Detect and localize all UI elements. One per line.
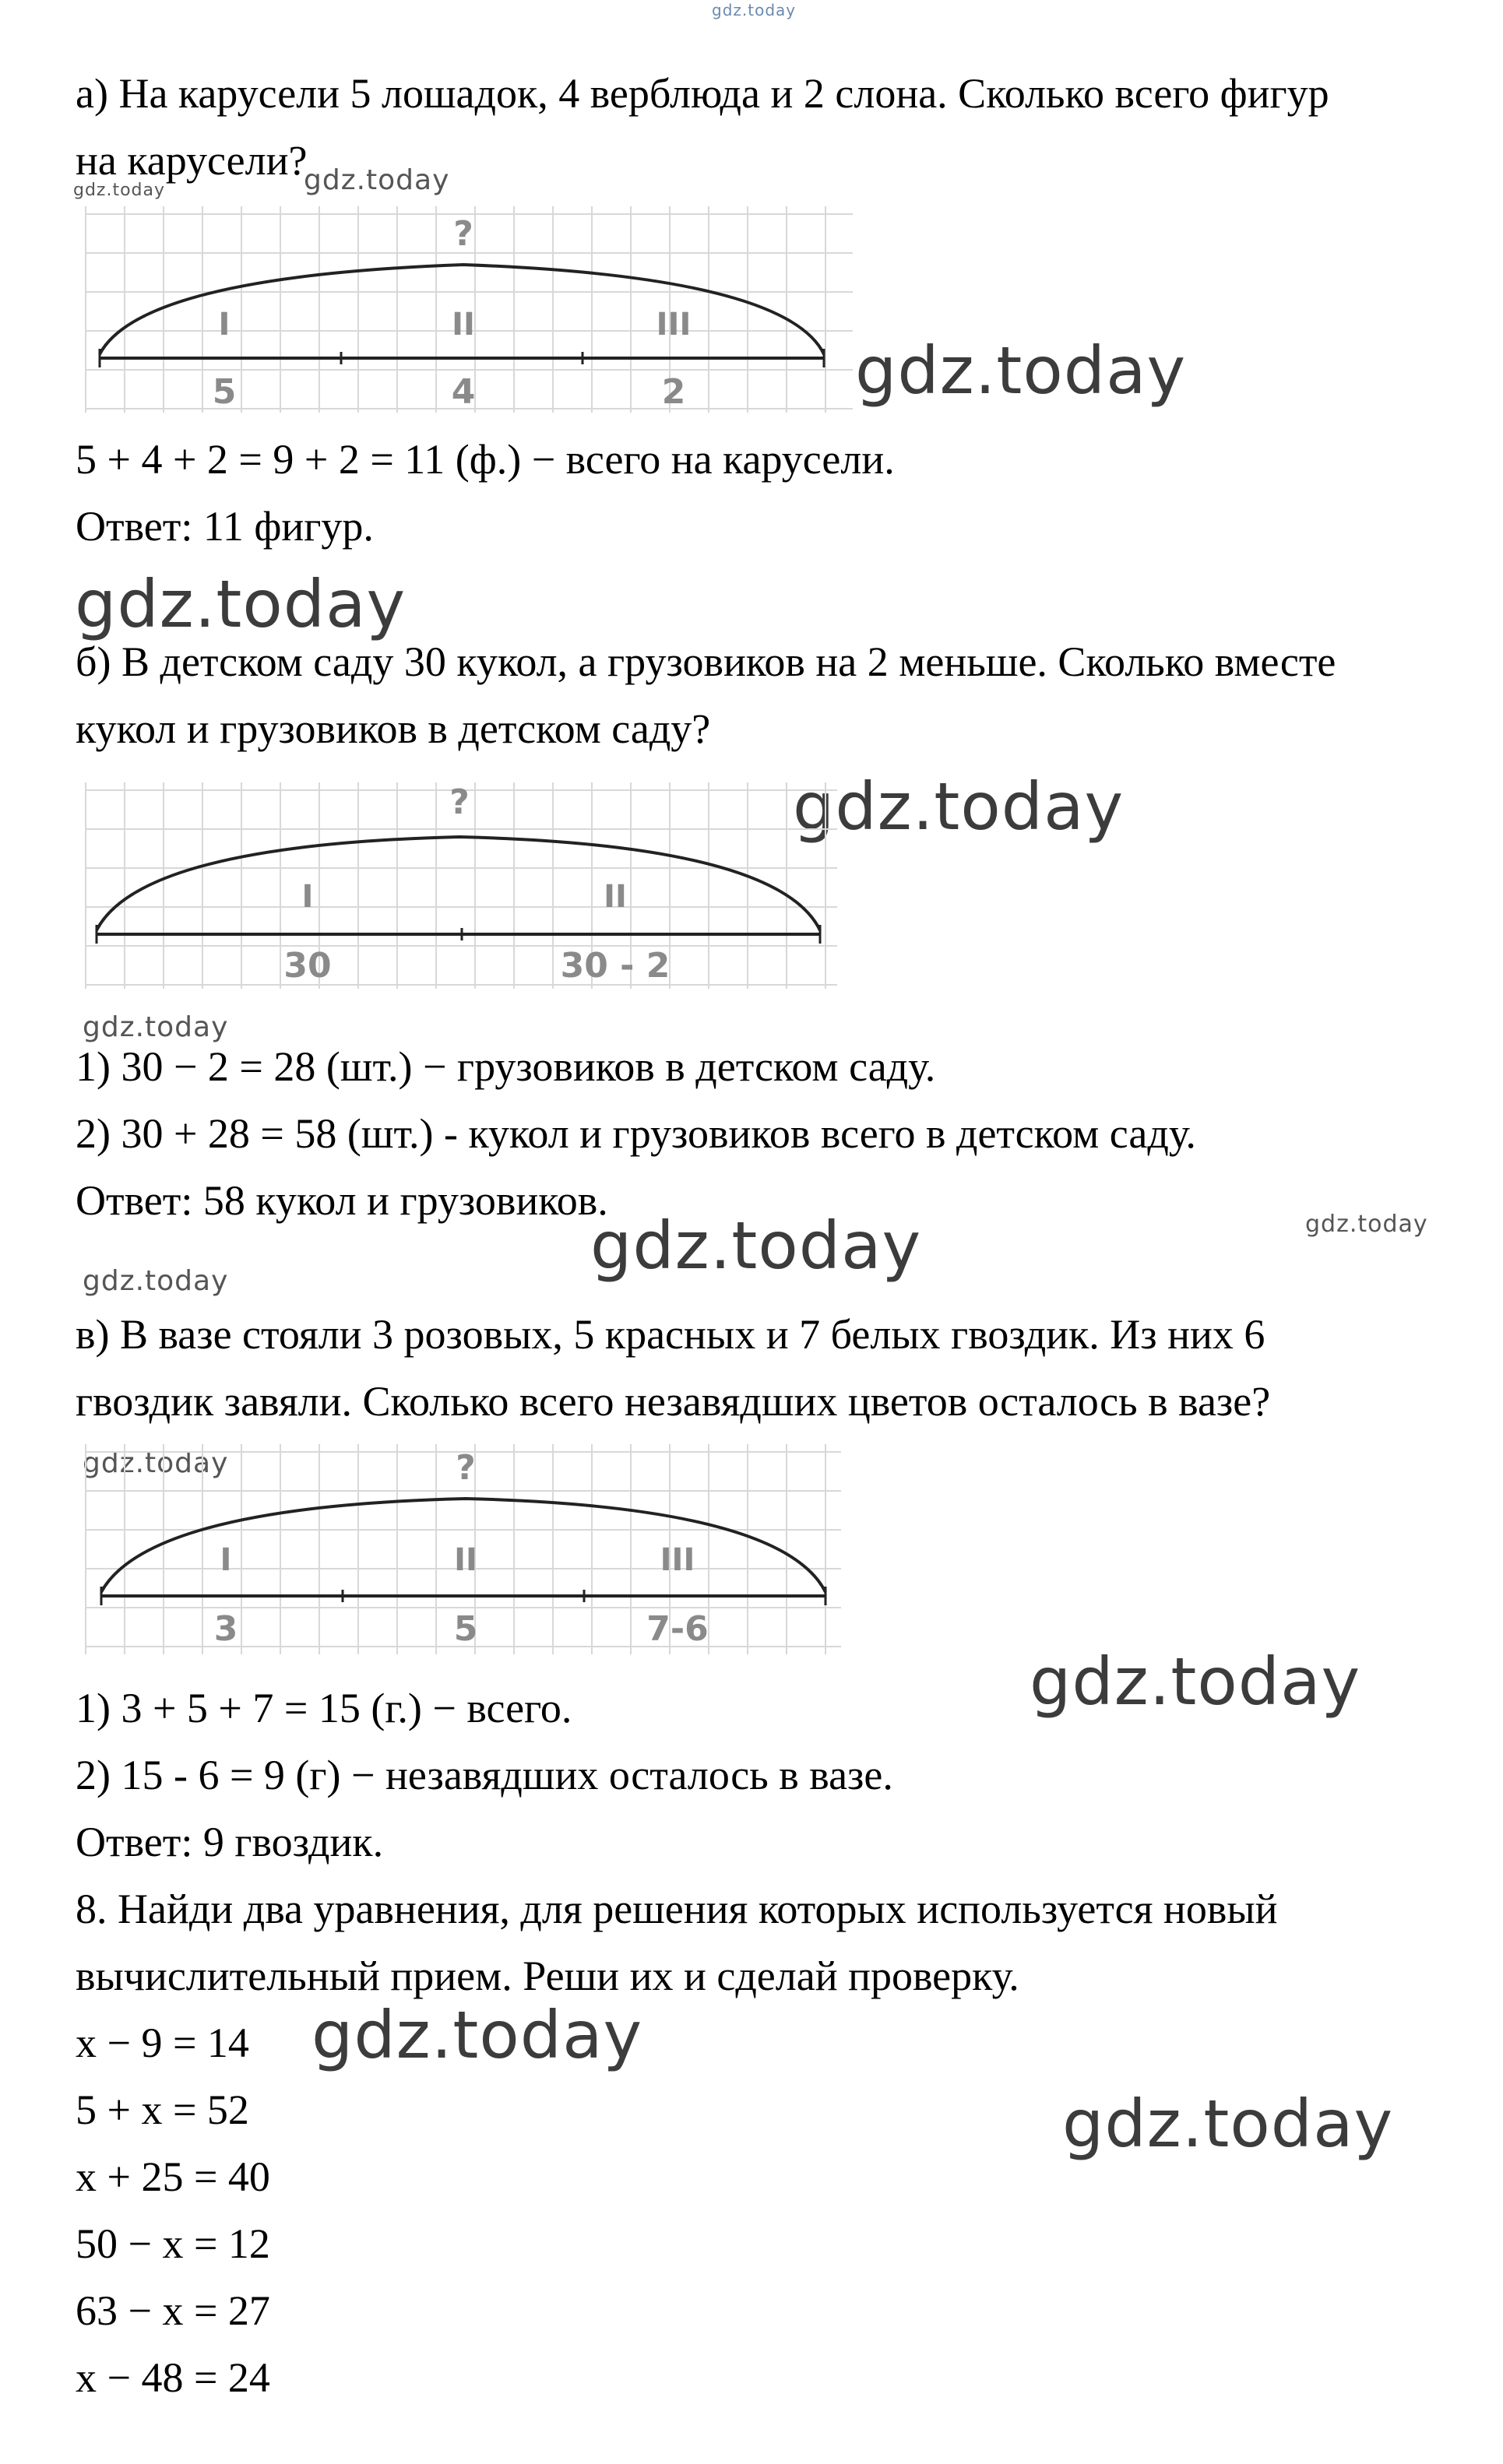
watermark-big: gdz.today (1062, 2086, 1394, 2162)
equation: x + 25 = 40 (76, 2153, 270, 2200)
watermark-big: gdz.today (855, 332, 1187, 409)
problem-a-solution: 5 + 4 + 2 = 9 + 2 = 11 (ф.) − всего на карусели. (76, 436, 895, 483)
part-label: I (218, 307, 231, 343)
watermark-big: gdz.today (793, 768, 1125, 845)
question-mark: ? (449, 782, 470, 822)
equation: x − 9 = 14 (76, 2019, 249, 2066)
part-label: I (220, 1542, 232, 1578)
segment-diagram-a (78, 199, 857, 417)
value-label: 5 (212, 372, 237, 412)
value-label: 30 - 2 (560, 946, 671, 986)
problem-c-text-line2: гвоздик завяли. Сколько всего незавядших цветов осталось в вазе? (76, 1378, 1271, 1425)
task-8-text-line2: вычислительный прием. Реши их и сделай проверку. (76, 1953, 1019, 1999)
problem-c-step2: 2) 15 - 6 = 9 (г) − незавядших осталось в вазе. (76, 1752, 893, 1798)
problem-a-answer: Ответ: 11 фигур. (76, 503, 374, 550)
watermark-mid: gdz.today (304, 164, 450, 196)
part-label: II (452, 307, 475, 343)
watermark-big: gdz.today (312, 1997, 643, 2073)
value-label: 30 (283, 946, 332, 986)
part-label: III (656, 307, 692, 343)
problem-b-text-line1: б) В детском саду 30 кукол, а грузовиков на 2 меньше. Сколько вместе (76, 638, 1336, 685)
part-label: II (454, 1542, 477, 1578)
part-label: II (604, 879, 627, 915)
problem-a-text-line1: а) На карусели 5 лошадок, 4 верблюда и 2 слона. Сколько всего фигур (76, 70, 1329, 117)
equation: 5 + x = 52 (76, 2086, 249, 2133)
value-label: 5 (453, 1609, 478, 1649)
problem-c-text-line1: в) В вазе стояли 3 розовых, 5 красных и 7 белых гвоздик. Из них 6 (76, 1311, 1265, 1358)
watermark-mid: gdz.today (83, 1265, 229, 1297)
value-label: 2 (661, 372, 686, 412)
value-label: 4 (451, 372, 476, 412)
problem-b-step2: 2) 30 + 28 = 58 (шт.) - кукол и грузовиков всего в детском саду. (76, 1110, 1196, 1157)
problem-a-text-line2: на карусели? (76, 137, 308, 184)
equation: 63 − x = 27 (76, 2287, 270, 2334)
segment-diagram-c (78, 1436, 845, 1658)
watermark-mid: gdz.today (83, 1011, 229, 1043)
value-label: 3 (213, 1609, 238, 1649)
brace-arc (97, 837, 820, 930)
task-8-text-line1: 8. Найди два уравнения, для решения которых используется новый (76, 1886, 1278, 1932)
watermark-small: gdz.today (1305, 1211, 1428, 1238)
watermark-big: gdz.today (590, 1207, 922, 1284)
problem-b-text-line2: кукол и грузовиков в детском саду? (76, 705, 711, 752)
part-label: I (301, 879, 314, 915)
equation: 50 − x = 12 (76, 2220, 270, 2267)
watermark-big: gdz.today (75, 566, 407, 642)
watermark-mid: gdz.today (83, 1447, 229, 1479)
question-mark: ? (456, 1448, 476, 1488)
watermark-top: gdz.today (712, 1, 797, 19)
watermark-small: gdz.today (73, 181, 166, 200)
problem-c-step1: 1) 3 + 5 + 7 = 15 (г.) − всего. (76, 1685, 572, 1731)
question-mark: ? (453, 214, 473, 254)
watermark-big: gdz.today (1030, 1643, 1361, 1720)
part-label: III (660, 1542, 695, 1578)
equation: x − 48 = 24 (76, 2354, 270, 2401)
value-label: 7-6 (646, 1609, 709, 1649)
problem-b-answer: Ответ: 58 кукол и грузовиков. (76, 1177, 608, 1224)
segment-diagram-b (78, 775, 841, 993)
problem-c-answer: Ответ: 9 гвоздик. (76, 1819, 384, 1865)
problem-b-step1: 1) 30 − 2 = 28 (шт.) − грузовиков в детском саду. (76, 1043, 936, 1090)
